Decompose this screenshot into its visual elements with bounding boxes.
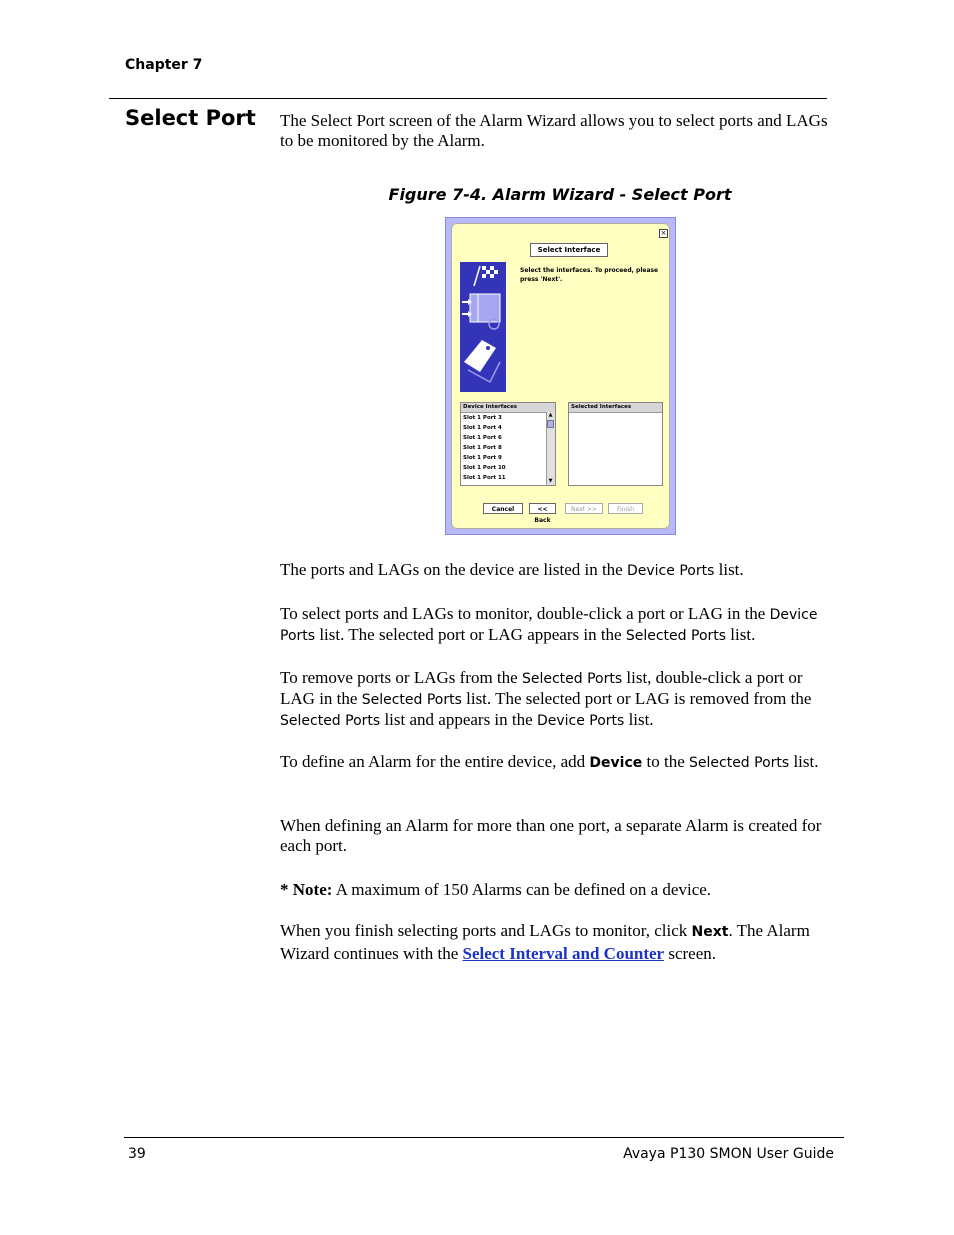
note-label: * Note: [280, 880, 333, 899]
close-icon: × [660, 229, 667, 237]
selected-interfaces-list[interactable] [568, 402, 663, 486]
list-item[interactable]: Slot 1 Port 11 [463, 475, 506, 481]
list-item[interactable]: Slot 1 Port 9 [463, 455, 502, 461]
list-item[interactable]: Slot 1 Port 8 [463, 445, 502, 451]
device-list-header: Device Interfaces [461, 403, 555, 413]
select-interface-title: Select Interface [530, 243, 608, 257]
list-item[interactable]: Slot 1 Port 6 [463, 435, 502, 441]
select-interval-link[interactable]: Select Interval and Counter [462, 944, 665, 963]
chapter-header: Chapter 7 [125, 57, 203, 73]
note: * Note: A maximum of 150 Alarms can be defined on a device. [280, 880, 712, 899]
section-title: Select Port [125, 106, 256, 130]
alarm-wizard-screenshot [445, 217, 676, 535]
figure-caption: Figure 7-4. Alarm Wizard - Select Port [388, 185, 732, 204]
paragraph-multiple-ports: When defining an Alarm for more than one port, a separate Alarm is created for each port. [280, 816, 822, 855]
selected-list-header: Selected Interfaces [569, 403, 662, 413]
wizard-illustration [460, 262, 506, 392]
paragraph-finish: When you finish selecting ports and LAGs to monitor, click Next. The Alarm Wizard continues with the Select Interval and Counter screen. [280, 921, 810, 963]
list-item[interactable]: Slot 1 Port 4 [463, 425, 502, 431]
scroll-thumb[interactable] [547, 420, 554, 428]
finish-button[interactable]: Finish [608, 503, 643, 514]
cancel-button[interactable]: Cancel [483, 503, 523, 514]
header-rule [109, 98, 827, 99]
list-item[interactable]: Slot 1 Port 3 [463, 415, 502, 421]
paragraph-remove-ports: To remove ports or LAGs from the Selected Ports list, double-click a port or LAG in the Selected Ports list. The selected port or LAG is removed from the Selected Ports list and appears in the Device Ports list. [280, 668, 812, 729]
back-button[interactable]: << Back [529, 503, 556, 514]
list-scrollbar[interactable] [546, 412, 555, 485]
section-intro: The Select Port screen of the Alarm Wizard allows you to select ports and LAGs to be monitored by the Alarm. [280, 111, 828, 150]
next-button[interactable]: Next >> [565, 503, 603, 514]
wizard-art-icon [460, 262, 506, 392]
paragraph-device-ports: The ports and LAGs on the device are listed in the Device Ports list. [280, 560, 744, 579]
list-item[interactable]: Slot 1 Port 10 [463, 465, 506, 471]
footer-rule [124, 1137, 844, 1138]
device-interfaces-list[interactable] [460, 402, 556, 486]
paragraph-entire-device: To define an Alarm for the entire device, add Device to the Selected Ports list. [280, 752, 819, 771]
paragraph-select-ports: To select ports and LAGs to monitor, double-click a port or LAG in the Device Ports list. The selected port or LAG appears in the Selected Ports list. [280, 604, 818, 644]
wizard-instructions: Select the interfaces. To proceed, please press 'Next'. [520, 267, 659, 283]
wizard-panel [451, 223, 670, 529]
guide-title: Avaya P130 SMON User Guide [623, 1146, 834, 1162]
scroll-down-icon[interactable]: ▼ [548, 478, 553, 484]
page-number: 39 [128, 1146, 146, 1162]
scroll-up-icon[interactable]: ▲ [548, 412, 553, 418]
